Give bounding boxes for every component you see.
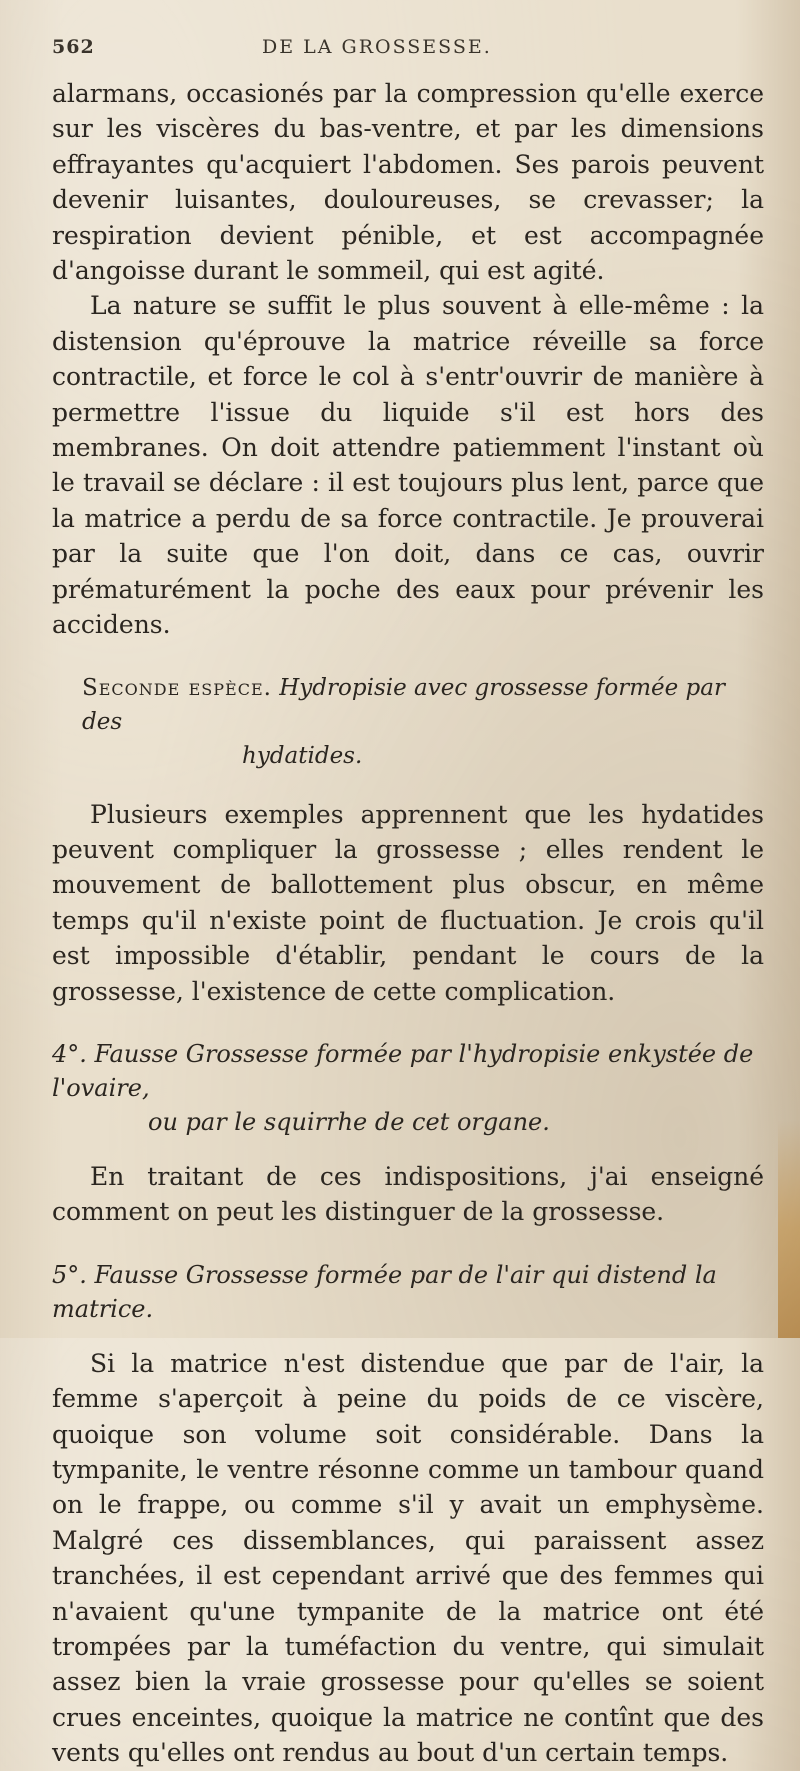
running-title: DE LA GROSSESSE. bbox=[262, 36, 492, 58]
page-number: 562 bbox=[52, 36, 95, 58]
paragraph-nature: La nature se suffit le plus souvent à elle-même : la distension qu'éprouve la matrice réveille sa force contractile, et force le col à s'entr'ouvrir de manière à permettre l'issue du liquide s'il est hors des membranes. On doit attendre patiemment l'instant où le travail se déclare : il est toujours plus lent, parce que la matrice a perdu de sa force contractile. Je prouverai par la suite que l'on doit, dans ce cas, ouvrir prématurément la poche des eaux pour prévenir les accidens. bbox=[52, 291, 764, 640]
heading-item-5 bbox=[52, 1258, 764, 1326]
page-edge-stain bbox=[778, 1120, 800, 1338]
section-heading-seconde-espece bbox=[82, 671, 764, 773]
paragraph-hydatides: Plusieurs exemples apprennent que les hydatides peuvent compliquer la grossesse ; elles rendent le mouvement de ballottement plus obscur, en même temps qu'il n'existe point de fluctuation. Je crois qu'il est impossible d'établir, pendant le cours de la grossesse, l'existence de cette complication. bbox=[52, 799, 764, 1006]
section-title-line1: Hydropisie avec grossesse formée par des bbox=[82, 674, 725, 735]
heading-item-4 bbox=[52, 1037, 764, 1139]
paragraph-distinguer: En traitant de ces indispositions, j'ai enseigné comment on peut les distinguer de la grossesse. bbox=[52, 1161, 764, 1227]
page-header bbox=[52, 36, 764, 76]
item-4-line1: 4°. Fausse Grossesse formée par l'hydropisie enkystée de l'ovaire, bbox=[52, 1039, 754, 1102]
item-5-line1: 5°. Fausse Grossesse formée par de l'air qui distend la matrice. bbox=[52, 1260, 717, 1323]
paragraph-tympanite: Si la matrice n'est distendue que par de l'air, la femme s'aperçoit à peine du poids de ce viscère, quoique son volume soit considérable. Dans la tympanite, le ventre résonne comme un tambour quand on le frappe, ou comme s'il y avait un emphysème. Malgré ces dissemblances, qui paraissent assez tranchées, il est cependant arrivé que des femmes qui n'avaient qu'une tympanite de la matrice ont été trompées par la tuméfaction du ventre, qui simulait assez bien la vraie grossesse pour qu'elles se soient crues enceintes, quoique la matrice ne contînt que des vents qu'elles ont rendus au bout d'un certain temps. bbox=[52, 1348, 764, 1768]
paragraph-continuation: alarmans, occasionés par la compression qu'elle exerce sur les viscères du bas-ventre, et par les dimensions effrayantes qu'acquiert l'abdomen. Ses parois peuvent devenir luisantes, douloureuses, se crevasser; la respiration devient pénible, et est accompagnée d'angoisse durant le sommeil, qui est agité. bbox=[52, 79, 764, 286]
section-label: Seconde espèce. bbox=[82, 674, 272, 701]
item-4-line2: ou par le squirrhe de cet organe. bbox=[148, 1107, 550, 1136]
section-title-line2: hydatides. bbox=[242, 742, 363, 769]
book-page bbox=[52, 36, 764, 1771]
